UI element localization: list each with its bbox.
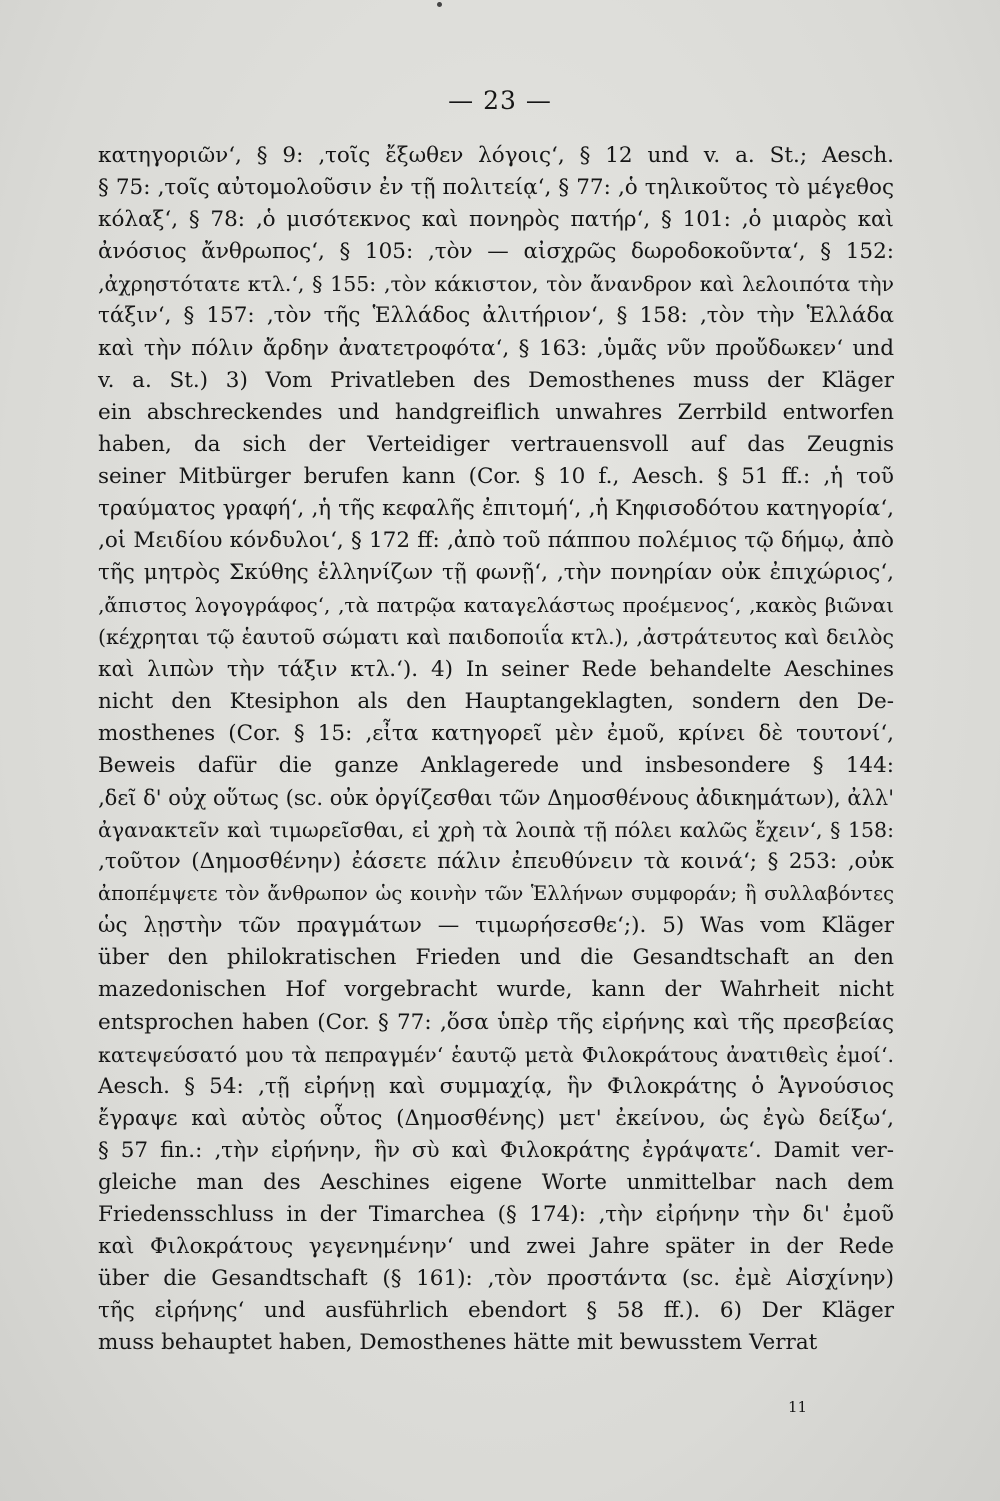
text-line: τῆς εἰρήνης‘ und ausführlich ebendort § 58 ff.). 6) Der Kläger bbox=[98, 1298, 894, 1324]
text-line: nicht den Ktesiphon als den Hauptangeklagten, sondern den De- bbox=[98, 688, 894, 714]
text-line: entsprochen haben (Cor. § 77: ‚ὅσα ὑπὲρ τῆς εἰρήνης καὶ τῆς πρεσβείας bbox=[98, 1009, 894, 1035]
text-line: ἀποπέμψετε τὸν ἄνθρωπον ὡς κοινὴν τῶν Ἑλλήνων συμφοράν; ἢ συλλαβόντες bbox=[98, 882, 894, 906]
text-line: ‚τοῦτον (Δημοσθένην) ἐάσετε πάλιν ἐπευθύνειν τὰ κοινά‘; § 253: ‚οὐκ bbox=[98, 849, 894, 875]
text-line: ὡς λῃστὴν τῶν πραγμάτων — τιμωρήσεσθε‘;). 5) Was vom Kläger bbox=[98, 913, 894, 939]
text-line: ein abschreckendes und handgreiflich unwahres Zerrbild entworfen bbox=[98, 399, 894, 425]
text-line: ἀγανακτεῖν καὶ τιμωρεῖσθαι, εἰ χρὴ τὰ λοιπὰ τῇ πόλει καλῶς ἔχειν‘, § 158: bbox=[98, 817, 894, 842]
text-line: καὶ λιπὼν τὴν τάξιν κτλ.‘). 4) In seiner Rede behandelte Aeschines bbox=[98, 656, 894, 682]
page-number: — 23 — bbox=[448, 86, 552, 115]
text-line: Friedensschluss in der Timarchea (§ 174): ‚τὴν εἰρήνην τὴν δι' ἐμοῦ bbox=[98, 1202, 894, 1228]
text-line: seiner Mitbürger berufen kann (Cor. § 10 f., Aesch. § 51 ff.: ‚ἡ τοῦ bbox=[98, 463, 894, 489]
text-line: ἀνόσιος ἄνθρωπος‘, § 105: ‚τὸν — αἰσχρῶς δωροδοκοῦντα‘, § 152: bbox=[98, 239, 894, 265]
text-line: mosthenes (Cor. § 15: ‚εἶτα κατηγορεῖ μὲν ἐμοῦ, κρίνει δὲ τουτονί‘, bbox=[98, 720, 894, 746]
print-speck bbox=[437, 2, 442, 7]
text-line: Aesch. § 54: ‚τῇ εἰρήνῃ καὶ συμμαχίᾳ, ἣν Φιλοκράτης ὁ Ἁγνούσιος bbox=[98, 1073, 894, 1099]
signature-mark: 11 bbox=[788, 1398, 808, 1416]
text-line: (κέχρηται τῷ ἑαυτοῦ σώματι καὶ παιδοποιΐα κτλ.), ‚ἀστράτευτος καὶ δειλὸς bbox=[98, 625, 894, 650]
text-line: τῆς μητρὸς Σκύθης ἑλληνίζων τῇ φωνῇ‘, ‚τὴν πονηρίαν οὐκ ἐπιχώριος‘, bbox=[98, 560, 894, 586]
text-line: über den philokratischen Frieden und die Gesandtschaft an den bbox=[98, 945, 894, 971]
text-line: τάξιν‘, § 157: ‚τὸν τῆς Ἑλλάδος ἀλιτήριον‘, § 158: ‚τὸν τὴν Ἑλλάδα bbox=[98, 303, 894, 329]
text-line: καὶ Φιλοκράτους γεγενημένην‘ und zwei Jahre später in der Rede bbox=[98, 1234, 894, 1260]
text-line: τραύματος γραφή‘, ‚ἡ τῆς κεφαλῆς ἐπιτομή‘, ‚ἡ Κηφισοδότου κατηγορία‘, bbox=[98, 496, 894, 522]
text-line: ἔγραψε καὶ αὐτὸς οὗτος (Δημοσθένης) μετ' ἐκείνου, ὡς ἐγὼ δείξω‘, bbox=[98, 1105, 894, 1131]
text-line: § 75: ‚τοῖς αὐτομολοῦσιν ἐν τῇ πολιτείᾳ‘, § 77: ‚ὁ τηλικοῦτος τὸ μέγεθος bbox=[98, 175, 894, 201]
text-line: ‚ἄπιστος λογογράφος‘, ‚τὰ πατρῷα καταγελάστως προέμενος‘, ‚κακὸς βιῶναι bbox=[98, 593, 894, 618]
text-line: Beweis dafür die ganze Anklagerede und insbesondere § 144: bbox=[98, 752, 894, 778]
text-line: κόλαξ‘, § 78: ‚ὁ μισότεκνος καὶ πονηρὸς πατήρ‘, § 101: ‚ὁ μιαρὸς καὶ bbox=[98, 207, 894, 233]
text-line: κατηγοριῶν‘, § 9: ‚τοῖς ἔξωθεν λόγοις‘, § 12 und v. a. St.; Aesch. bbox=[98, 143, 894, 168]
text-line: καὶ τὴν πόλιν ἄρδην ἀνατετροφότα‘, § 163: ‚ὑμᾶς νῦν προὔδωκεν‘ und bbox=[98, 335, 894, 361]
text-line: ‚δεῖ δ' οὐχ οὕτως (sc. οὐκ ὀργίζεσθαι τῶν Δημοσθένους ἀδικημάτων), ἀλλ' bbox=[98, 785, 894, 810]
text-line: muss behauptet haben, Demosthenes hätte mit bewusstem Verrat bbox=[98, 1330, 818, 1356]
text-line: über die Gesandtschaft (§ 161): ‚τὸν προστάντα (sc. ἐμὲ Αἰσχίνην) bbox=[98, 1266, 894, 1292]
text-line: ‚οἱ Μειδίου κόνδυλοι‘, § 172 ff: ‚ἀπὸ τοῦ πάππου πολέμιος τῷ δήμῳ, ἀπὸ bbox=[98, 528, 894, 554]
text-line: gleiche man des Aeschines eigene Worte unmittelbar nach dem bbox=[98, 1170, 894, 1195]
text-line: mazedonischen Hof vorgebracht wurde, kann der Wahrheit nicht bbox=[98, 977, 894, 1003]
text-line: § 57 fin.: ‚τὴν εἰρήνην, ἣν σὺ καὶ Φιλοκράτης ἐγράψατε‘. Damit ver- bbox=[98, 1137, 894, 1163]
text-line: haben, da sich der Verteidiger vertrauensvoll auf das Zeugnis bbox=[98, 431, 894, 457]
text-line: ‚ἀχρηστότατε κτλ.‘, § 155: ‚τὸν κάκιστον, τὸν ἄνανδρον καὶ λελοιπότα τὴν bbox=[98, 272, 894, 297]
text-line: v. a. St.) 3) Vom Privatleben des Demosthenes muss der Kläger bbox=[98, 367, 894, 393]
body-text bbox=[98, 140, 894, 1360]
text-line: κατεψεύσατό μου τὰ πεπραγμέν‘ ἑαυτῷ μετὰ Φιλοκράτους ἀνατιθεὶς ἐμοί‘. bbox=[98, 1042, 894, 1067]
